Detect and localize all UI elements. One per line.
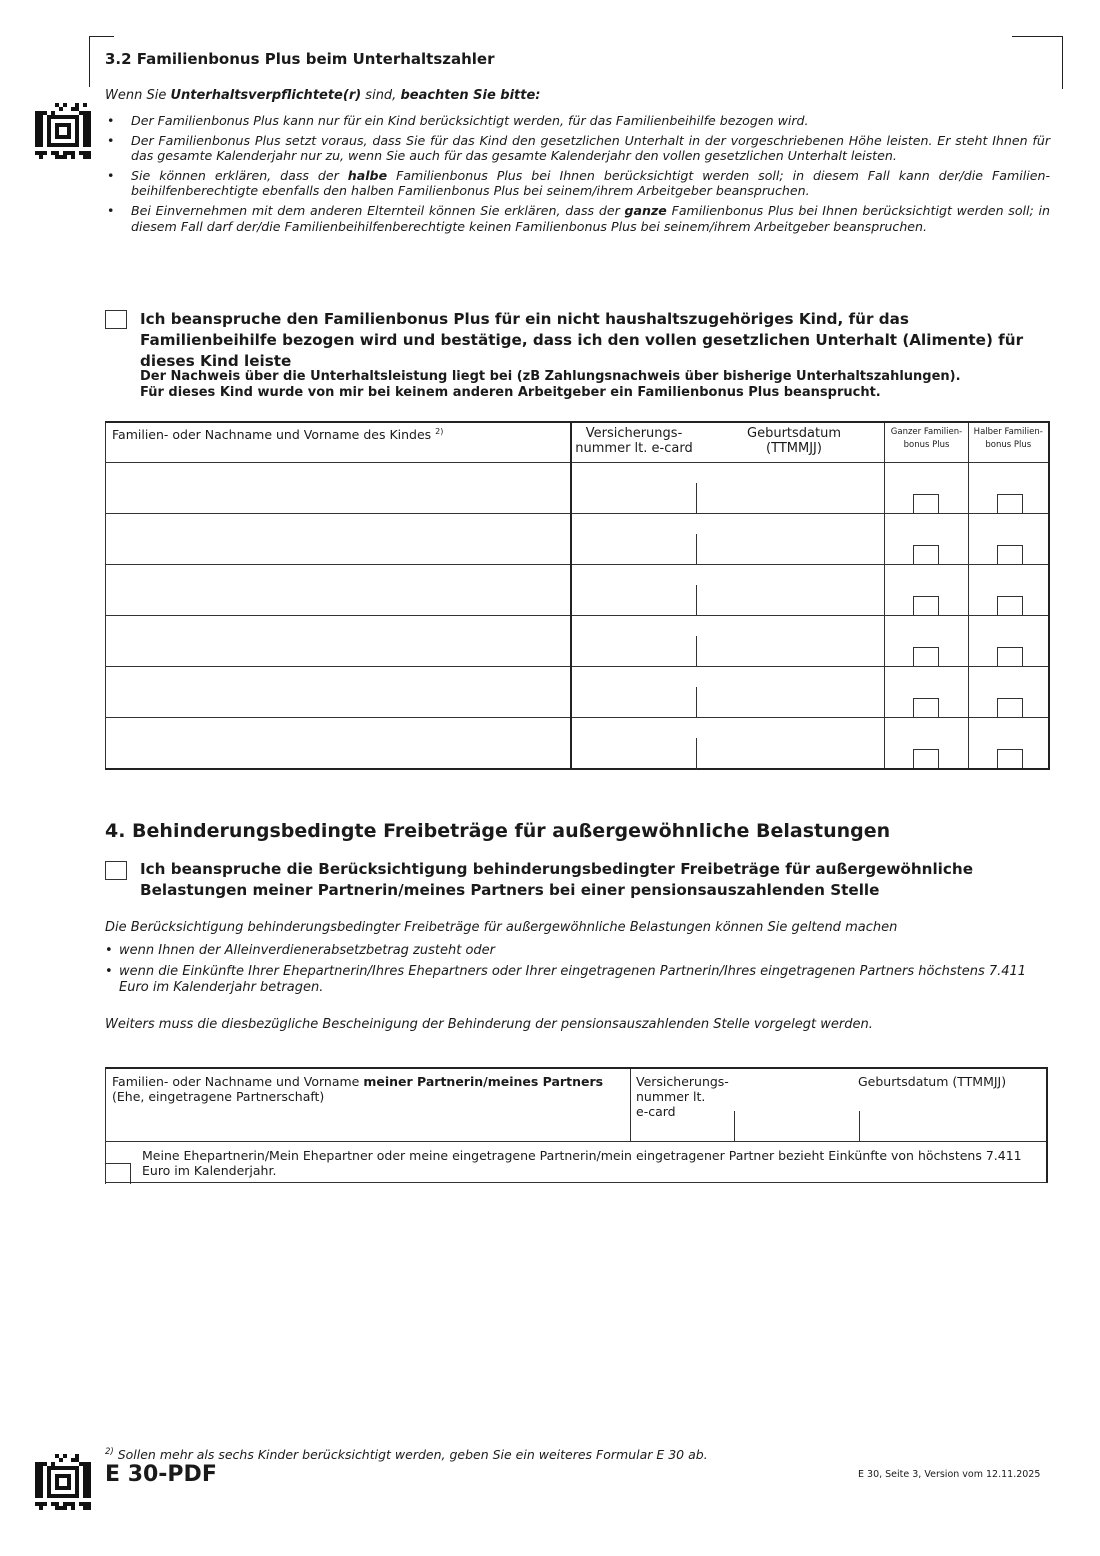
bullet-text: Der Familienbonus Plus setzt voraus, dass Sie für das Kind den gesetzlichen Unterhalt in der vorgeschriebenen Höhe leisten. Er steht Ihnen für das gesamte Kalenderjahr nur zu, wenn Sie auch für das gesamte Kalenderjahr den vollen gesetzlichen Unterhalt leisten. bbox=[131, 132, 1050, 164]
bullet-item bbox=[105, 113, 1050, 129]
field-divider bbox=[734, 1111, 735, 1141]
full-bonus-cell bbox=[885, 463, 969, 514]
bullet-item bbox=[105, 203, 1050, 234]
bullet-text: Bei Einvernehmen mit dem anderen Elternteil können Sie erklären, dass der bbox=[131, 202, 625, 218]
half-bonus-cell bbox=[969, 718, 1049, 770]
col-full-bonus bbox=[885, 422, 969, 463]
column-divider bbox=[630, 1069, 631, 1141]
col-birthdate bbox=[712, 426, 877, 456]
insurance-birthdate-input[interactable] bbox=[571, 463, 885, 514]
partner-insurance-line1: Versicherungs- bbox=[636, 1074, 729, 1089]
insurance-birthdate-input[interactable] bbox=[571, 616, 885, 667]
conditions-intro: Die Berücksichtigung behinderungsbedingter Freibeträge für außergewöhnliche Belastungen können Sie geltend machen bbox=[105, 920, 898, 935]
footnote-text: Sollen mehr als sechs Kinder berücksichtigt werden, geben Sie ein weiteres Formular E 30 ab. bbox=[113, 1447, 708, 1463]
full-bonus-cell bbox=[885, 565, 969, 616]
half-bonus-cell bbox=[969, 463, 1049, 514]
half-bonus-checkbox[interactable] bbox=[997, 545, 1023, 564]
full-bonus-checkbox[interactable] bbox=[913, 494, 939, 513]
section-3-2-bullet-list bbox=[105, 113, 1050, 238]
bullet-text: Der Familienbonus Plus kann nur für ein Kind berücksichtigt werden, für das Familienbeihilfe bezogen wird. bbox=[131, 113, 809, 128]
col-birthdate-line2: (TTMMJJ) bbox=[766, 441, 822, 456]
footnote-ref: 2) bbox=[435, 427, 444, 436]
insurance-birthdate-input[interactable] bbox=[571, 718, 885, 770]
bullet-bold-ganze: ganze bbox=[624, 202, 667, 218]
half-bonus-checkbox[interactable] bbox=[997, 647, 1023, 666]
section-3-2-intro bbox=[105, 88, 541, 103]
insurance-birthdate-input[interactable] bbox=[571, 667, 885, 718]
insurance-birthdate-input[interactable] bbox=[571, 514, 885, 565]
table-row bbox=[106, 718, 1049, 770]
partner-name-label-bold: meiner Partnerin/meines Partners bbox=[363, 1074, 604, 1089]
half-bonus-cell bbox=[969, 616, 1049, 667]
children-table-header bbox=[106, 422, 1049, 463]
full-bonus-cell bbox=[885, 616, 969, 667]
intro-bold-maintenance: Unterhaltsverpflichtete(r) bbox=[170, 88, 362, 103]
col-child-name bbox=[106, 422, 571, 463]
partner-name-sublabel: (Ehe, eingetragene Partnerschaft) bbox=[112, 1089, 325, 1104]
partner-insurance-line2: nummer lt. bbox=[636, 1089, 706, 1104]
full-bonus-cell bbox=[885, 667, 969, 718]
col-insurance-line1: Versicherungs- bbox=[585, 426, 683, 441]
table-row bbox=[106, 616, 1049, 667]
child-name-input[interactable] bbox=[106, 463, 571, 514]
notice-line-no-other-employer: Für dieses Kind wurde von mir bei keinem anderen Arbeitgeber ein Familienbonus Plus beansprucht. bbox=[140, 385, 881, 400]
table-row bbox=[106, 514, 1049, 565]
col-birthdate-line1: Geburtsdatum bbox=[747, 426, 841, 441]
full-bonus-checkbox[interactable] bbox=[913, 596, 939, 615]
conditions-note: Weiters muss die diesbezügliche Bescheinigung der Behinderung der pensionsauszahlenden Stelle vorgelegt werden. bbox=[105, 1017, 873, 1032]
corner-mark-top-right bbox=[1012, 36, 1063, 89]
claim-disability-line2: Belastungen meiner Partnerin/meines Partners bei einer pensionsauszahlenden Stelle bbox=[140, 881, 880, 899]
half-bonus-checkbox[interactable] bbox=[997, 494, 1023, 513]
field-divider bbox=[859, 1111, 860, 1141]
claim-familienbonus-checkbox[interactable] bbox=[105, 310, 127, 329]
col-insurance-line2: nummer lt. e-card bbox=[575, 441, 693, 456]
page-version: E 30, Seite 3, Version vom 12.11.2025 bbox=[858, 1469, 1041, 1480]
barcode-icon bbox=[35, 1454, 91, 1510]
half-bonus-checkbox[interactable] bbox=[997, 749, 1023, 768]
bullet-text: Familienbonus Plus bei Ihnen berücksichtigt werden soll; in diesem Fall darf der/die Familienbeihilfenberechtigte keinen Familienbonus Plus bei seinem/ihrem Arbeitgeber beanspruchen. bbox=[131, 202, 1051, 234]
list-item: • wenn die Einkünfte Ihrer Ehepartnerin/Ihres Ehepartners oder Ihrer eingetragenen Partnerin/Ihres eingetragenen Partners höchstens 7.411 Euro im Kalenderjahr betragen. bbox=[105, 964, 1050, 996]
half-bonus-cell bbox=[969, 667, 1049, 718]
half-bonus-checkbox[interactable] bbox=[997, 698, 1023, 717]
half-bonus-cell bbox=[969, 514, 1049, 565]
full-bonus-checkbox[interactable] bbox=[913, 647, 939, 666]
col-half-bonus bbox=[969, 422, 1049, 463]
full-bonus-cell bbox=[885, 514, 969, 565]
section-3-2-title: 3.2 Familienbonus Plus beim Unterhaltszahler bbox=[105, 50, 495, 68]
child-name-input[interactable] bbox=[106, 667, 571, 718]
claim-familienbonus-label: Ich beanspruche den Familienbonus Plus für ein nicht haushaltszugehöriges Kind, für das Familienbeihilfe bezogen wird und bestätige, dass ich den vollen gesetzlichen Unterhalt (Alimente) für dieses Kind leiste bbox=[140, 310, 1024, 370]
child-name-input[interactable] bbox=[106, 718, 571, 770]
partner-insurance-line3: e-card bbox=[636, 1104, 676, 1119]
col-half-line2: bonus Plus bbox=[985, 440, 1032, 450]
section-4-title: 4. Behinderungsbedingte Freibeträge für außergewöhnliche Belastungen bbox=[105, 820, 891, 842]
field-divider bbox=[696, 687, 697, 718]
col-insurance-birthdate bbox=[571, 422, 885, 463]
col-half-line1: Halber Familien- bbox=[973, 427, 1043, 437]
footnote-ref: 2) bbox=[105, 1447, 114, 1457]
partner-table bbox=[105, 1067, 1048, 1183]
claim-disability-label bbox=[140, 859, 1040, 901]
field-divider bbox=[696, 738, 697, 769]
field-divider bbox=[696, 585, 697, 616]
table-row bbox=[106, 463, 1049, 514]
maintenance-notice bbox=[140, 369, 1040, 401]
list-item: • wenn Ihnen der Alleinverdienerabsetzbetrag zusteht oder bbox=[105, 943, 1050, 959]
col-full-line1: Ganzer Familien- bbox=[890, 427, 963, 437]
half-bonus-cell bbox=[969, 565, 1049, 616]
half-bonus-checkbox[interactable] bbox=[997, 596, 1023, 615]
partner-birthdate-label: Geburtsdatum (TTMMJJ) bbox=[858, 1074, 1007, 1089]
partner-name-field[interactable] bbox=[112, 1074, 624, 1104]
table-row bbox=[106, 667, 1049, 718]
claim-disability-line1: Ich beanspruche die Berücksichtigung behinderungsbedingter Freibeträge für außergewöhnliche bbox=[140, 860, 973, 878]
bullet-text: Sie können erklären, dass der bbox=[131, 167, 348, 183]
partner-insurance-number-field[interactable] bbox=[636, 1074, 746, 1119]
col-child-name-label: Familien- oder Nachname und Vorname des Kindes bbox=[112, 427, 432, 443]
conditions-list bbox=[105, 943, 1050, 1001]
partner-income-checkbox[interactable] bbox=[105, 1163, 131, 1184]
full-bonus-cell bbox=[885, 718, 969, 770]
bullet-text: Familienbonus Plus bei Ihnen berücksichtigt werden soll; in diesem Fall kann der/die Familienbeihilfenberechtigte ebenfalls den halben Familienbonus Plus bei seinem/ihrem Arbeitgeber beanspruchen. bbox=[131, 167, 1050, 199]
full-bonus-checkbox[interactable] bbox=[913, 749, 939, 768]
child-name-input[interactable] bbox=[106, 514, 571, 565]
bullet-item bbox=[105, 168, 1050, 199]
footnote bbox=[105, 1447, 708, 1462]
col-full-line2: bonus Plus bbox=[903, 440, 950, 450]
partner-income-statement: Meine Ehepartnerin/Mein Ehepartner oder meine eingetragene Partnerin/mein eingetragener Partner bezieht Einkünfte von höchstens 7.411 Euro im Kalenderjahr. bbox=[142, 1148, 1022, 1178]
field-divider bbox=[696, 636, 697, 667]
intro-text: Wenn Sie bbox=[105, 88, 171, 103]
children-table bbox=[105, 421, 1050, 770]
full-bonus-checkbox[interactable] bbox=[913, 545, 939, 564]
notice-line-proof: Der Nachweis über die Unterhaltsleistung liegt bei (zB Zahlungsnachweis über bisherige Unterhaltszahlungen). bbox=[140, 369, 961, 384]
intro-text-mid: sind, bbox=[361, 88, 401, 103]
child-name-input[interactable] bbox=[106, 565, 571, 616]
field-divider bbox=[696, 483, 697, 514]
bullet-bold-halbe: halbe bbox=[347, 167, 388, 183]
field-divider bbox=[696, 534, 697, 565]
table-row bbox=[106, 565, 1049, 616]
partner-name-label: Familien- oder Nachname und Vorname bbox=[112, 1074, 364, 1089]
full-bonus-checkbox[interactable] bbox=[913, 698, 939, 717]
child-name-input[interactable] bbox=[106, 616, 571, 667]
claim-disability-checkbox[interactable] bbox=[105, 861, 127, 880]
bullet-item bbox=[105, 133, 1050, 164]
row-divider bbox=[106, 1141, 1046, 1142]
barcode-icon bbox=[35, 103, 91, 159]
form-code: E 30-PDF bbox=[105, 1462, 217, 1487]
intro-bold-notice: beachten Sie bitte: bbox=[400, 88, 541, 103]
insurance-birthdate-input[interactable] bbox=[571, 565, 885, 616]
col-insurance-number bbox=[572, 426, 697, 456]
